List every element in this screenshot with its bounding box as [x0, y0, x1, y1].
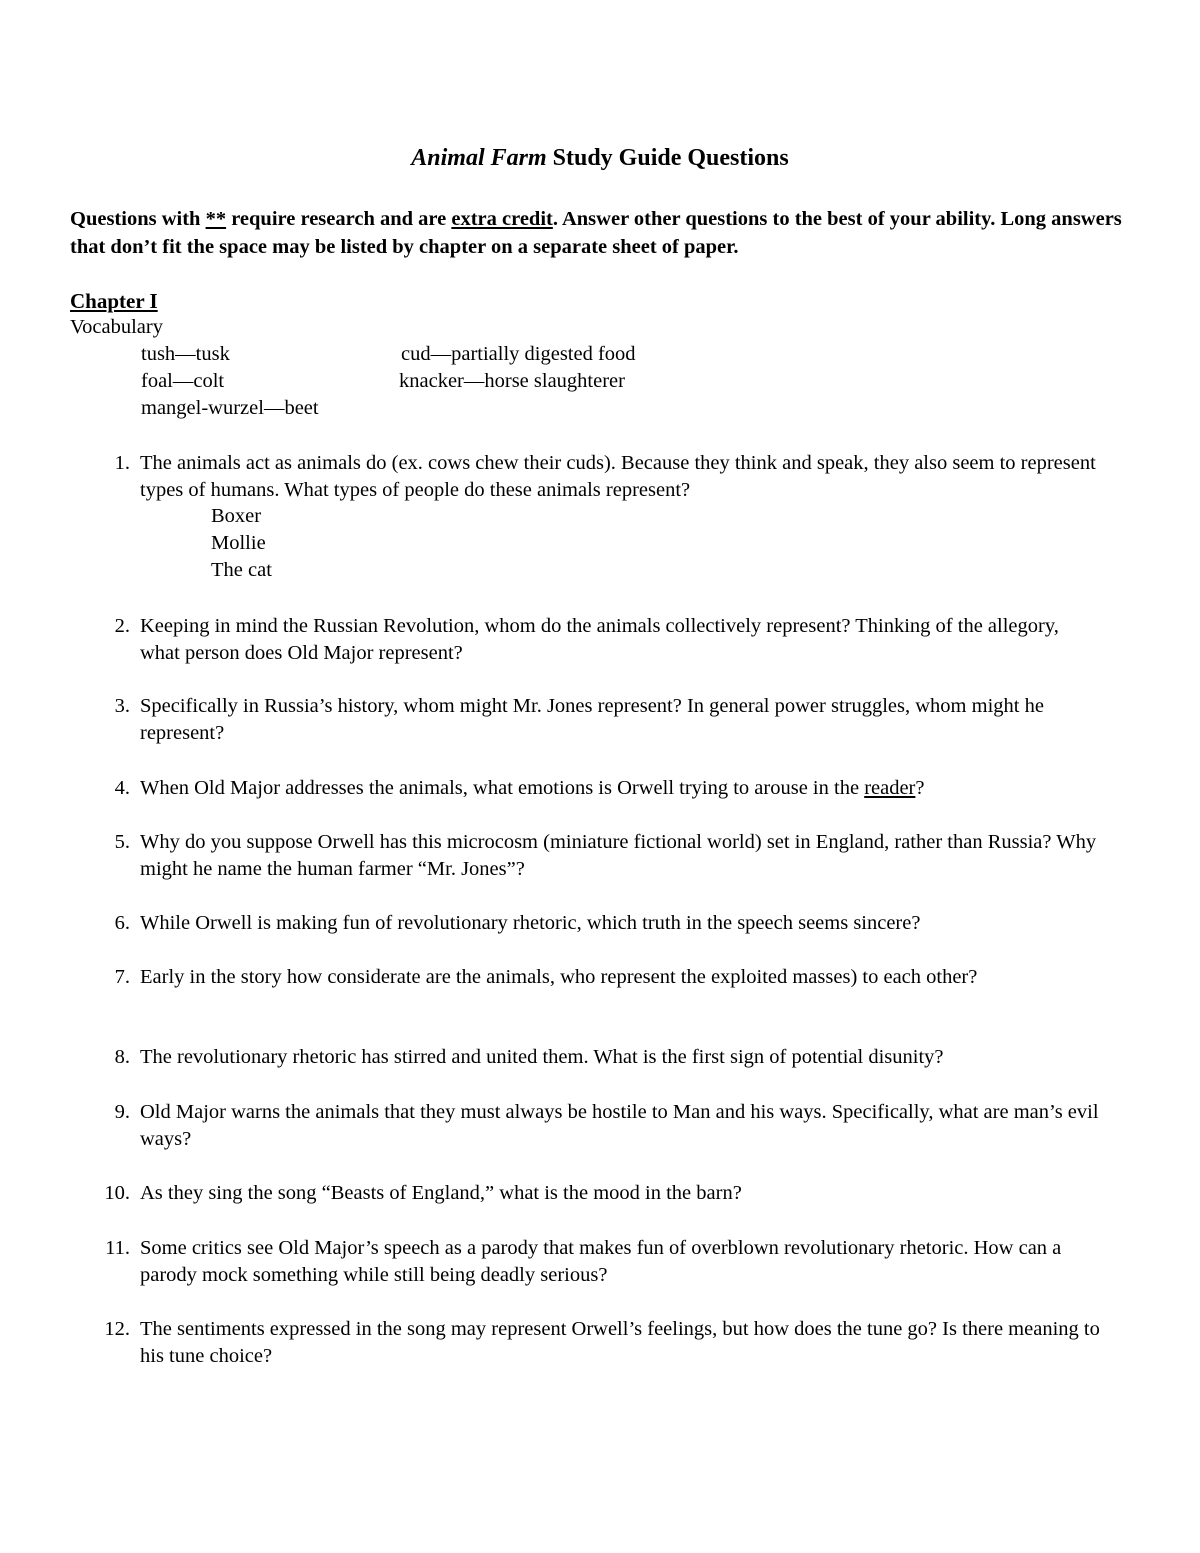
- question-text: The animals act as animals do (ex. cows chew their cuds). Because they think and speak, they also seem to represent types of humans. What types of people do these animals represent?: [140, 452, 1096, 501]
- intro-extra-credit: extra credit: [451, 208, 553, 230]
- question-text: The revolutionary rhetoric has stirred and united them. What is the first sign of potential disunity?: [140, 1046, 944, 1068]
- chapter-heading: Chapter I: [70, 289, 158, 313]
- question-number: 5.: [114, 831, 130, 853]
- question-text: The sentiments expressed in the song may represent Orwell’s feelings, but how does the tune go? Is there meaning to his tune choice?: [140, 1318, 1100, 1367]
- q1-subitem: The cat: [211, 559, 272, 581]
- question-text-part: ?: [915, 777, 925, 799]
- question-number: 7.: [114, 966, 130, 988]
- vocab-item: mangel-wurzel—beet: [141, 397, 319, 419]
- vocab-item: foal—colt: [141, 370, 225, 392]
- question-text: Specifically in Russia’s history, whom might Mr. Jones represent? In general power struggles, whom might he represent?: [140, 695, 1044, 744]
- page-title: [0, 143, 1200, 173]
- question-number: 6.: [114, 912, 130, 934]
- question-text: [140, 775, 1100, 802]
- question-underlined-word: reader: [864, 777, 916, 799]
- intro-text-2: require research and are: [226, 208, 452, 230]
- q1-subitem: Boxer: [211, 505, 262, 527]
- vocab-item: knacker—horse slaughterer: [399, 370, 625, 392]
- question-number: 4.: [114, 777, 130, 799]
- question-number: 12.: [104, 1318, 130, 1340]
- question-text: Some critics see Old Major’s speech as a parody that makes fun of overblown revolutionary rhetoric. How can a parody mock something while still being deadly serious?: [140, 1237, 1062, 1286]
- question-number: 10.: [104, 1182, 130, 1204]
- question-number: 3.: [114, 695, 130, 717]
- question-text: Early in the story how considerate are the animals, who represent the exploited masses) to each other?: [140, 966, 978, 988]
- question-text: While Orwell is making fun of revolutionary rhetoric, which truth in the speech seems sincere?: [140, 912, 921, 934]
- question-number: 8.: [114, 1046, 130, 1068]
- question-number: 1.: [114, 452, 130, 474]
- question-text: Old Major warns the animals that they must always be hostile to Man and his ways. Specifically, what are man’s evil ways?: [140, 1101, 1099, 1150]
- intro-text-1: Questions with: [70, 208, 206, 230]
- intro-stars: **: [205, 208, 227, 230]
- question-text: As they sing the song “Beasts of England,” what is the mood in the barn?: [140, 1182, 742, 1204]
- question-text: Why do you suppose Orwell has this microcosm (miniature fictional world) set in England, rather than Russia? Why might he name the human farmer “Mr. Jones”?: [140, 831, 1097, 880]
- question-text: Keeping in mind the Russian Revolution, whom do the animals collectively represent? Thinking of the allegory, what person does Old Major represent?: [140, 615, 1059, 664]
- question-number: 11.: [105, 1237, 130, 1259]
- q1-subitem: Mollie: [211, 532, 266, 554]
- intro-text-3: . Answer other questions to the best of your ability. Long answers that don’t fit the space may be listed by chapter on a separate sheet of paper.: [70, 208, 1122, 258]
- title-rest: Study Guide Questions: [546, 145, 789, 171]
- vocabulary-label: Vocabulary: [70, 316, 163, 338]
- question-number: 9.: [114, 1101, 130, 1123]
- vocab-item: cud—partially digested food: [401, 343, 636, 365]
- question-text-part: When Old Major addresses the animals, what emotions is Orwell trying to arouse in the: [140, 777, 865, 799]
- question-number: 2.: [114, 615, 130, 637]
- vocab-item: tush—tusk: [141, 343, 230, 365]
- title-book-name: Animal Farm: [411, 145, 547, 171]
- intro-instructions: [70, 205, 1140, 261]
